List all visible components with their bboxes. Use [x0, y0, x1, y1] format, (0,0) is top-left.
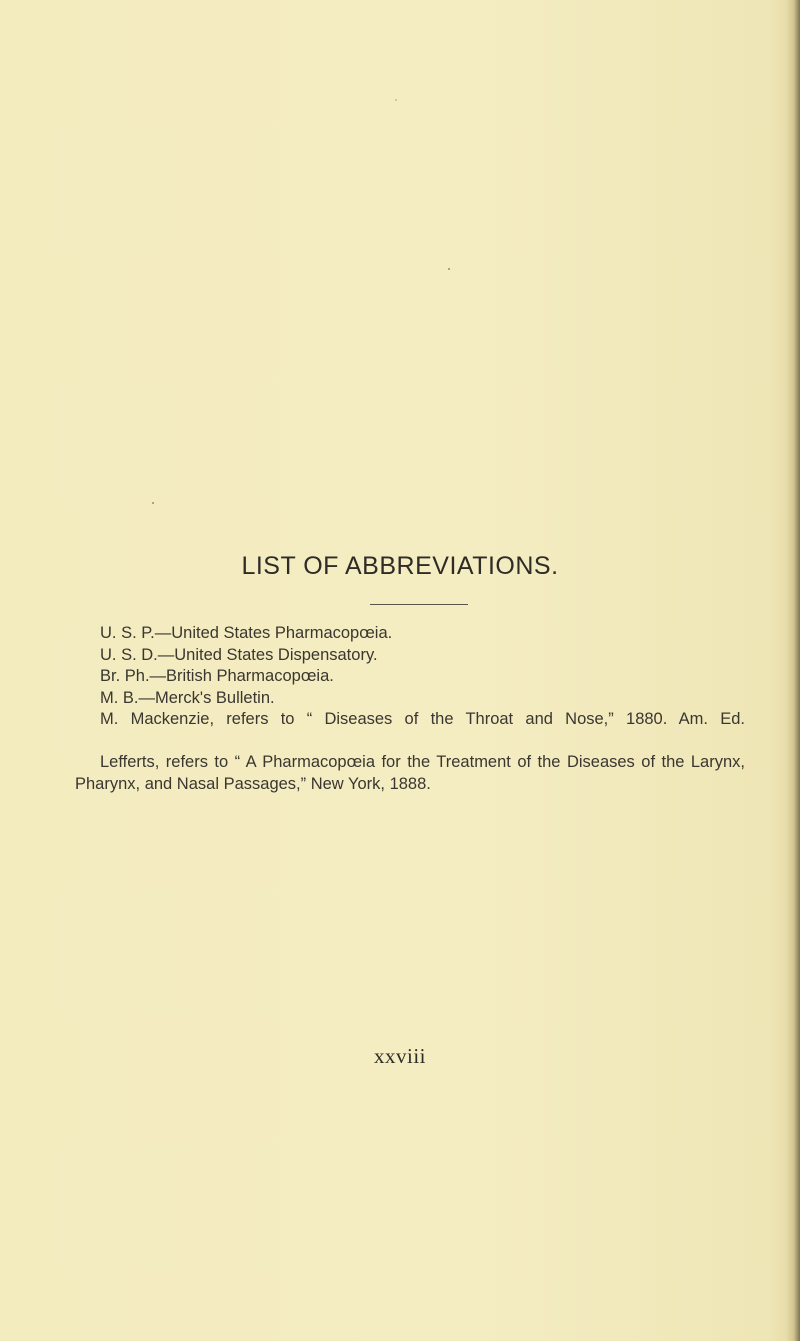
abbreviation-entry: Br. Ph.—British Pharmacopœia. [100, 667, 334, 685]
page-title: LIST OF ABBREVIATIONS. [241, 552, 559, 580]
page-edge-shadow [786, 0, 800, 1341]
abbreviation-list [75, 623, 745, 795]
abbreviation-entry: Lefferts, refers to “ A Pharmacopœia for the Treatment of the Diseases of the Larynx, Pharynx, and Nasal Passages,” New York, 1888. [75, 753, 745, 793]
abbreviation-entry: U. S. P.—United States Pharmacopœia. [100, 624, 393, 642]
page-number: xxviii [373, 1044, 426, 1068]
paper-speck [395, 99, 397, 101]
paper-speck [448, 268, 450, 270]
title-rule [370, 604, 468, 605]
abbreviation-entry: M. Mackenzie, refers to “ Diseases of the Throat and Nose,” 1880. Am. Ed. [100, 710, 745, 728]
paper-speck [152, 502, 154, 504]
abbreviation-entry: M. B.—Merck's Bulletin. [100, 688, 275, 707]
abbreviation-entry: U. S. D.—United States Dispensatory. [100, 645, 378, 664]
